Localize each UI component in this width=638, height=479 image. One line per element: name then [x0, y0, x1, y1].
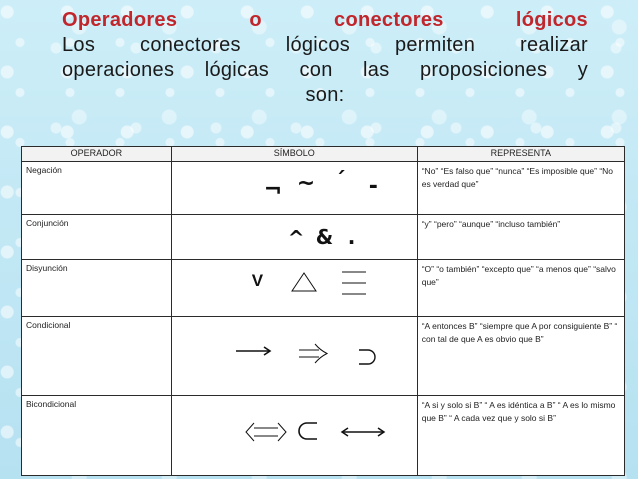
operator-name: Conjunción: [22, 215, 172, 260]
negation-symbol: ¬: [263, 178, 283, 204]
header-operator: OPERADOR: [22, 147, 172, 162]
description-line: operaciones lógicas con las proposiciones y: [62, 59, 588, 81]
represents-text: “No” “Es falso que” “nunca” “Es imposible que” “No es verdad que”: [417, 162, 624, 215]
disjunction-v-symbol: V: [251, 270, 264, 290]
description-line: son:: [305, 84, 345, 106]
table-row: [22, 259, 625, 316]
right-arrow-icon: [236, 345, 272, 357]
dot-symbol: .: [347, 225, 356, 250]
table-header-row: [22, 147, 625, 162]
double-right-arrow-icon: [299, 343, 329, 365]
title-word: conectores: [334, 9, 444, 31]
operator-name: Bicondicional: [22, 395, 172, 475]
superset-icon: [358, 349, 378, 365]
acute-symbol: ´: [334, 169, 346, 195]
header-represents: REPRESENTA: [417, 147, 624, 162]
table-row: [22, 162, 625, 215]
symbol-cell: [171, 259, 417, 316]
slide-heading: [62, 8, 588, 108]
tilde-symbol: ~: [296, 171, 316, 197]
caret-symbol: ^: [287, 226, 305, 251]
represents-text: “O” “o también” “excepto que” “a menos que” “salvo que”: [417, 259, 624, 316]
title-word: o: [249, 9, 262, 31]
slide-title: [62, 8, 588, 33]
symbol-cell: [171, 162, 417, 215]
triple-bar-icon: [342, 270, 366, 296]
symbol-cell: [171, 215, 417, 260]
ampersand-symbol: &: [315, 225, 334, 250]
operator-name: Negación: [22, 162, 172, 215]
table-row: [22, 316, 625, 395]
title-word: lógicos: [515, 9, 588, 31]
left-right-arrow-icon: [341, 426, 385, 438]
title-word: Operadores: [62, 9, 178, 31]
double-left-right-arrow-icon: [244, 422, 288, 442]
operators-table: [21, 146, 625, 476]
dash-symbol: -: [368, 174, 378, 200]
table-row: [22, 395, 625, 475]
header-symbol: SÍMBOLO: [171, 147, 417, 162]
represents-text: “A entonces B” “siempre que A por consiguiente B” “ con tal de que A es obvio que B”: [417, 316, 624, 395]
symbol-cell: [171, 395, 417, 475]
operator-name: Disyunción: [22, 259, 172, 316]
represents-text: “A si y solo si B” “ A es idéntica a B” “ A es lo mismo que B” “ A cada vez que y solo si B”: [417, 395, 624, 475]
description-line: Los conectores lógicos permiten realizar: [62, 34, 588, 56]
subset-icon: [298, 422, 318, 440]
triangle-icon: [291, 272, 317, 292]
represents-text: “y” “pero” “aunque” “incluso también”: [417, 215, 624, 260]
table-row: [22, 215, 625, 260]
operator-name: Condicional: [22, 316, 172, 395]
symbol-cell: [171, 316, 417, 395]
